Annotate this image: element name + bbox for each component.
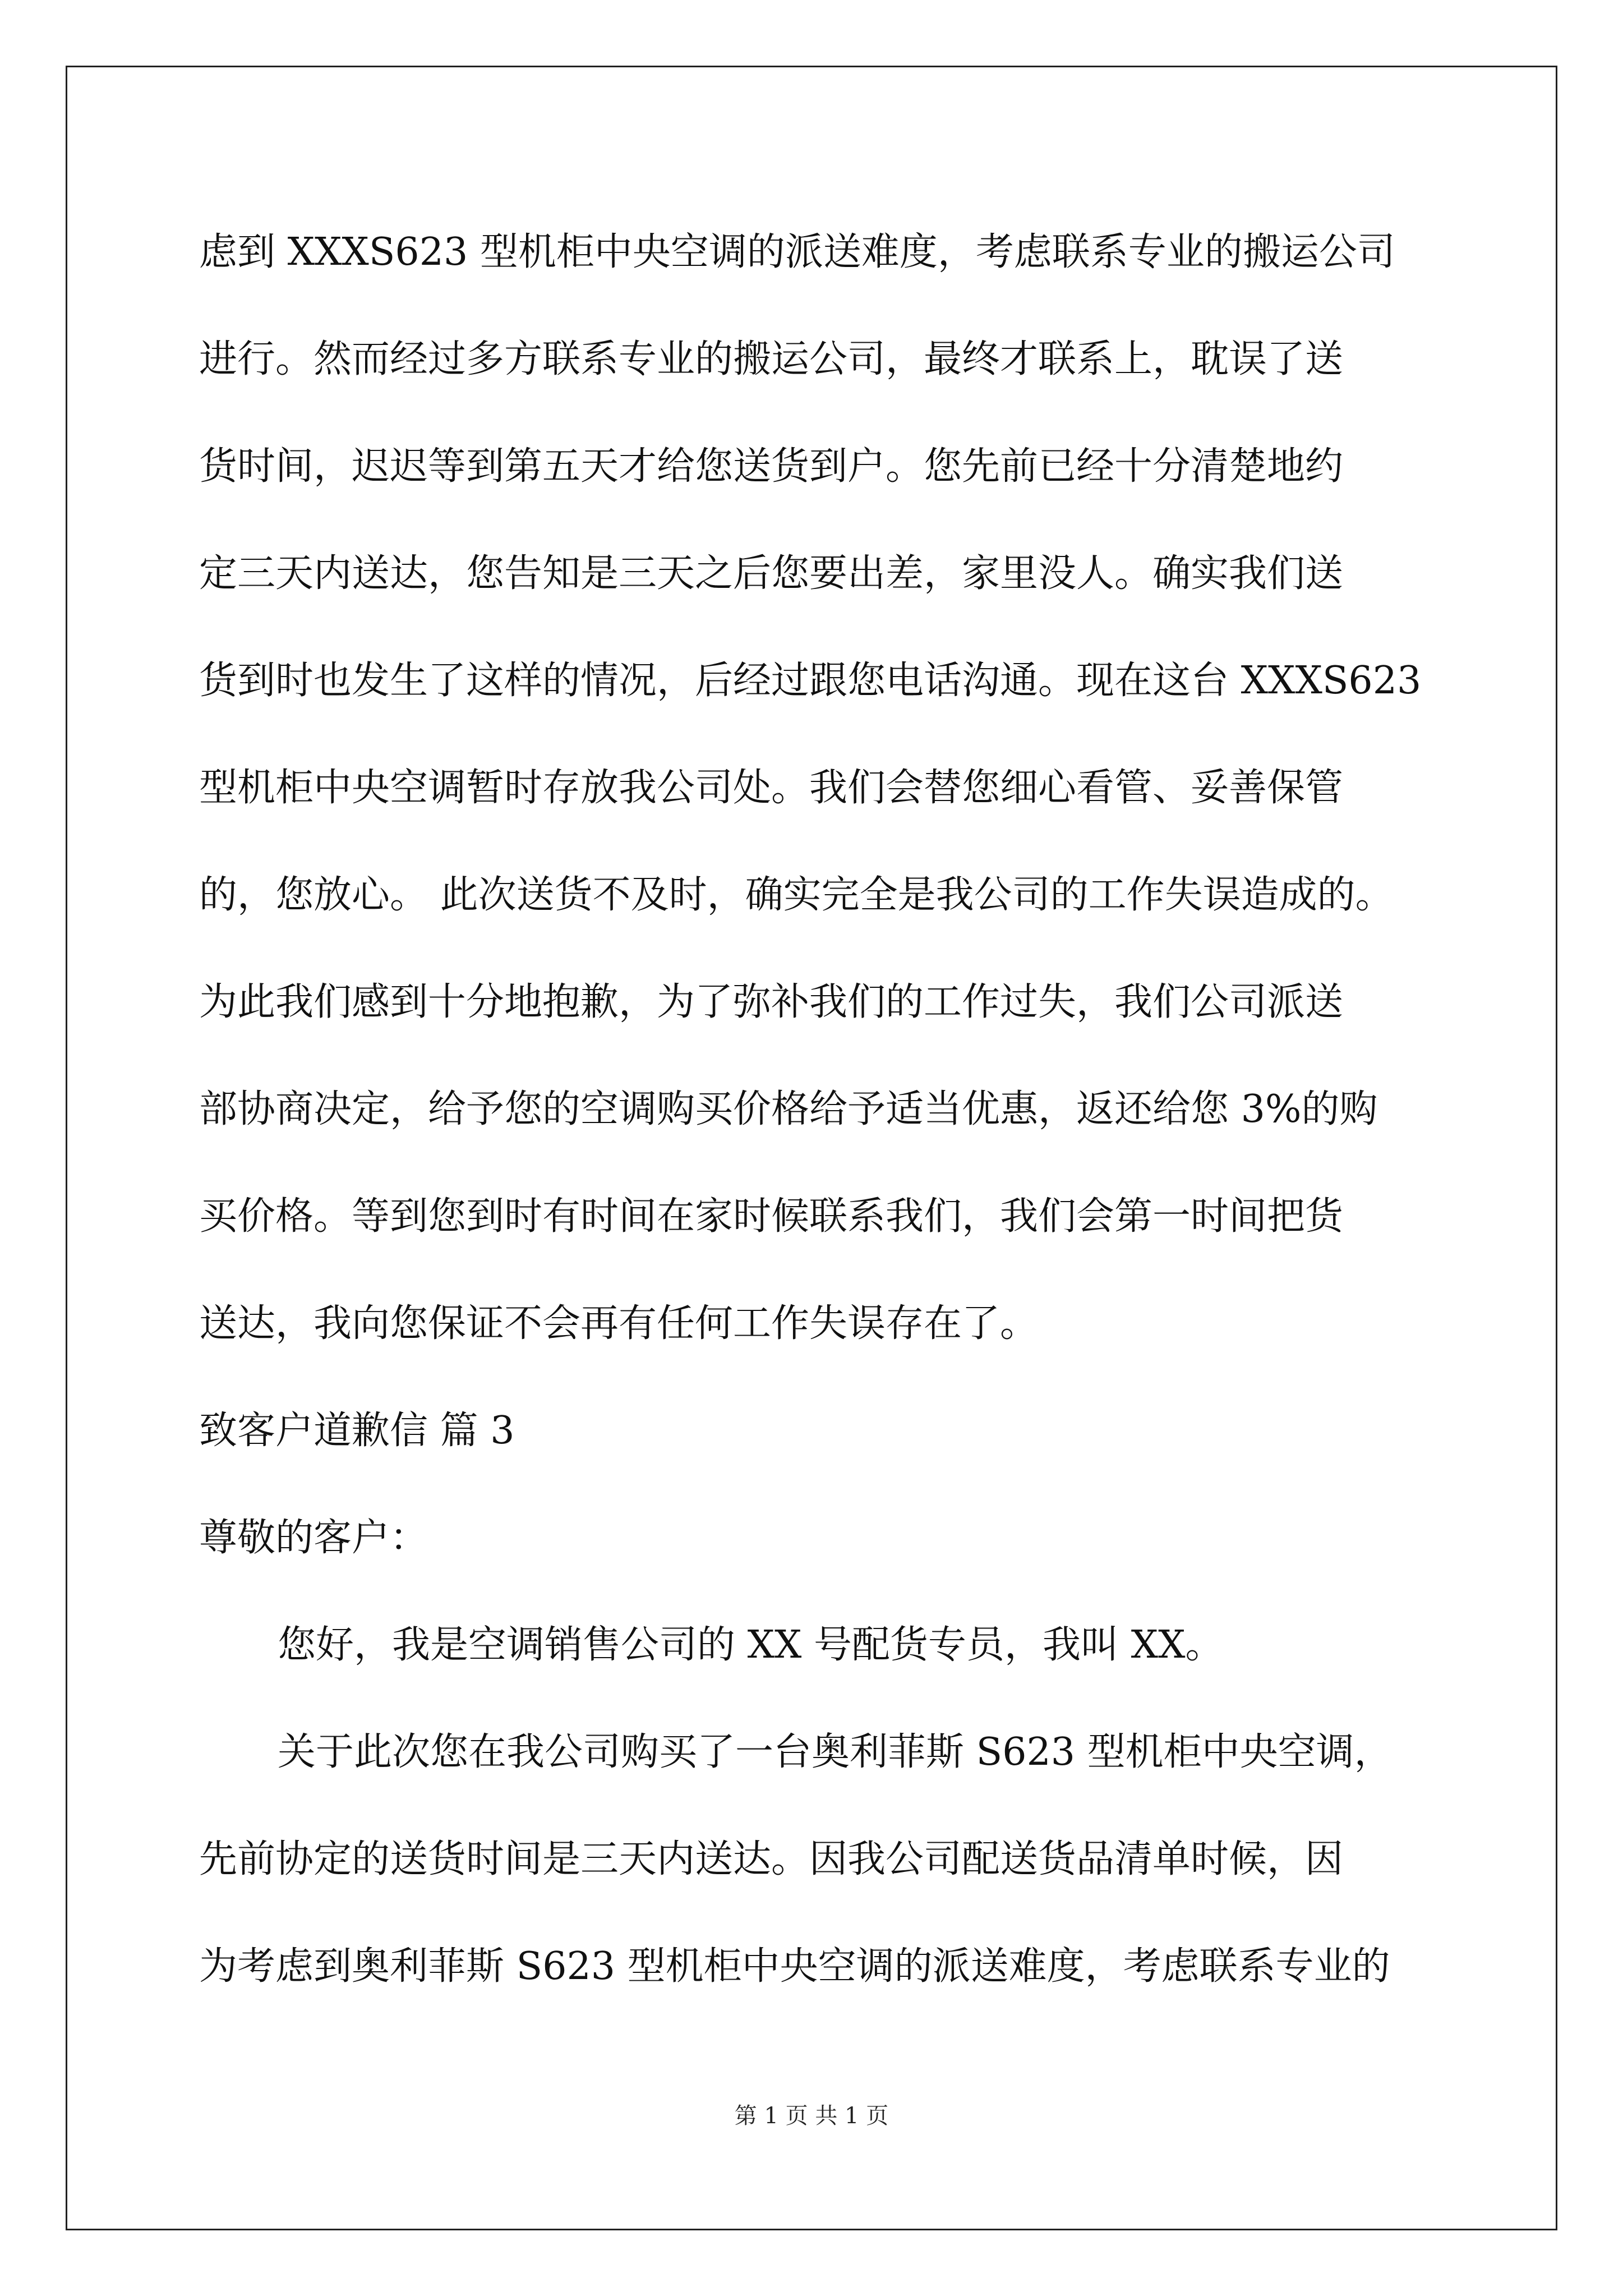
body-line: 您好，我是空调销售公司的 XX 号配货专员，我叫 XX。 [278,1623,1224,1667]
page-footer: 第 1 页 共 1 页 [734,2103,889,2129]
body-line: 关于此次您在我公司购买了一台奥利菲斯 S623 型机柜中央空调， [278,1730,1393,1774]
section-heading: 致客户道歉信 篇 3 [199,1409,515,1453]
body-line: 进行。然而经过多方联系专业的搬运公司，最终才联系上，耽误了送 [199,337,1344,381]
salutation: 尊敬的客户： [199,1516,428,1560]
body-line: 定三天内送达，您告知是三天之后您要出差，家里没人。确实我们送 [199,551,1344,596]
body-line: 为此我们感到十分地抱歉，为了弥补我们的工作过失，我们公司派送 [199,980,1344,1024]
body-line: 货时间，迟迟等到第五天才给您送货到户。您先前已经十分清楚地约 [199,444,1344,489]
body-line: 为考虑到奥利菲斯 S623 型机柜中央空调的派送难度，考虑联系专业的 [199,1944,1390,1989]
body-line: 货到时也发生了这样的情况，后经过跟您电话沟通。现在这台 XXXS623 [199,659,1422,703]
body-line: 虑到 XXXS623 型机柜中央空调的派送难度，考虑联系专业的搬运公司 [199,230,1395,274]
body-line: 部协商决定，给予您的空调购买价格给予适当优惠，返还给您 3%的购 [199,1087,1378,1131]
body-line: 型机柜中央空调暂时存放我公司处。我们会替您细心看管、妥善保管 [199,766,1344,810]
body-line: 送达，我向您保证不会再有任何工作失误存在了。 [199,1301,1039,1346]
body-line: 买价格。等到您到时有时间在家时候联系我们，我们会第一时间把货 [199,1194,1344,1239]
body-line: 先前协定的送货时间是三天内送达。因我公司配送货品清单时候，因 [199,1837,1344,1881]
body-line: 的，您放心。 此次送货不及时，确实完全是我公司的工作失误造成的。 [199,873,1394,917]
letter-body [199,213,1467,2035]
